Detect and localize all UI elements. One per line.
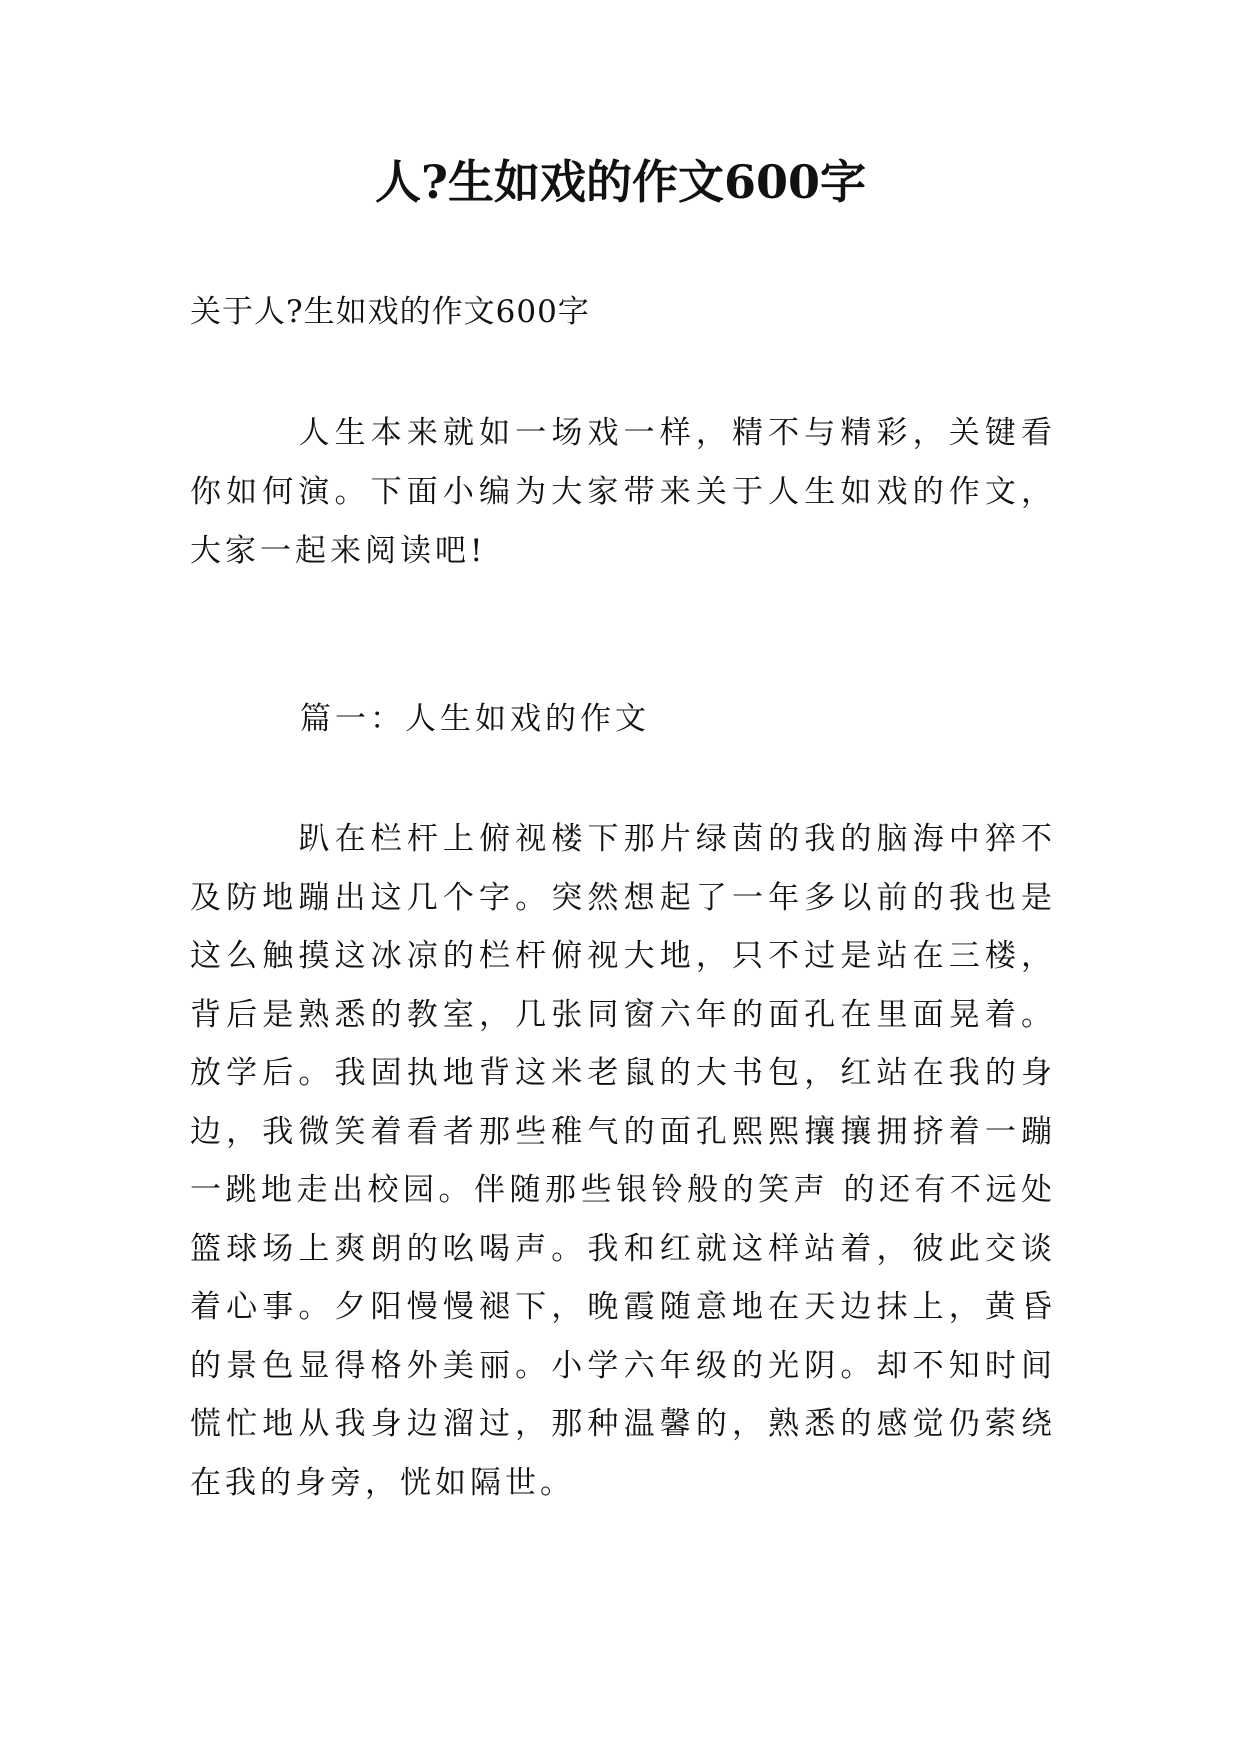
body-paragraph: 趴在栏杆上俯视楼下那片绿茵的我的脑海中猝不及防地蹦出这几个字。突然想起了一年多以前的我也是这么触摸这冰凉的栏杆俯视大地，只不过是站在三楼，背后是熟悉的教室，几张同窗六年的面孔在里面晃着。放学后。我固执地背这米老鼠的大书包，红站在我的身边，我微笑着看者那些稚气的面孔熙熙攘攘拥挤着一蹦一跳地走出校园。伴随那些银铃般的笑声 的还有不远处篮球场上爽朗的吆喝声。我和红就这样站着，彼此交谈着心事。夕阳慢慢褪下，晚霞随意地在天边抹上，黄昏的景色显得格外美丽。小学六年级的光阴。却不知时间慌忙地从我身边溜过，那种温馨的，熟悉的感觉仍萦绕在我的身旁，恍如隔世。 [190,821,1056,1501]
section-heading: 篇一：人生如戏的作文 [300,701,650,737]
document-title: 人?生如戏的作文600字 [375,155,866,209]
intro-paragraph: 人生本来就如一场戏一样，精不与精彩，关键看你如何演。下面小编为大家带来关于人生如戏的作文，大家一起来阅读吧! [190,415,1056,569]
document-subtitle: 关于人?生如戏的作文600字 [190,294,590,330]
